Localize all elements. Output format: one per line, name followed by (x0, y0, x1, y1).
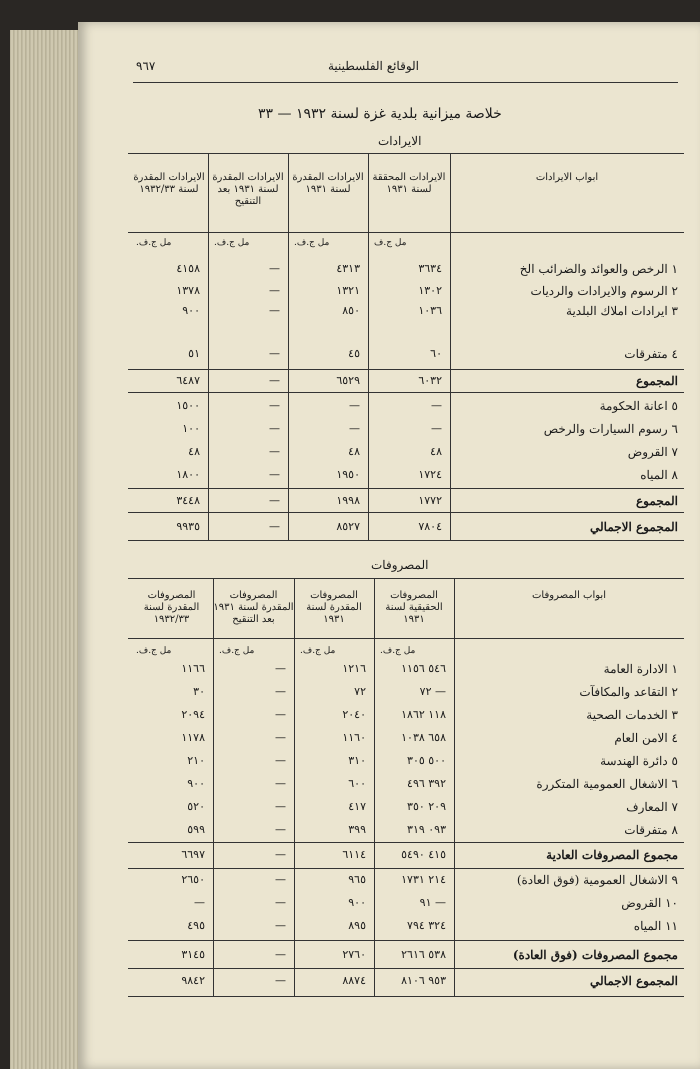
cell-value: — ٩١ (419, 896, 446, 909)
revenue-top-rule (128, 153, 684, 154)
cell-value: — (349, 399, 360, 412)
cell-value: — (269, 284, 280, 297)
cell-value: — (275, 754, 286, 767)
cell-value: ٦٤٨٧ (176, 374, 200, 387)
cell-value: ٣٢٤ ٧٩٤ (407, 919, 446, 932)
cell-value: ٤١٥ ٥٤٩٠ (401, 848, 446, 861)
cell-value: ١٢١٦ (342, 662, 366, 675)
cell-value: ١٠٣٦ (418, 304, 442, 317)
cell-value: ٢٧٦٠ (342, 948, 366, 961)
unit-label: مل ج.ف. (294, 238, 330, 248)
column-header: الايرادات المقدرة لسنة ١٩٣٢/٣٣ (133, 172, 205, 195)
cell-value: ٩٩٣٥ (176, 520, 200, 533)
column-divider (208, 154, 209, 540)
column-divider (294, 578, 295, 996)
cell-value: ٣٤٤٨ (176, 494, 200, 507)
cell-value: — (275, 896, 286, 909)
cell-value: ٤٨ (188, 445, 200, 458)
cell-value: — (275, 848, 286, 861)
cell-value: ٠٩٣ ٣١٩ (407, 823, 446, 836)
cell-value: ١٨٠٠ (176, 468, 200, 481)
cell-value: ٧٨٠٤ (418, 520, 442, 533)
cell-value: — (194, 896, 205, 909)
cell-value: ٢٠٩ ٣٥٠ (407, 800, 446, 813)
row-label: ٢ التقاعد والمكافآت (579, 685, 678, 699)
cell-value: — (275, 873, 286, 886)
cell-value: — (269, 445, 280, 458)
cell-value: ٢٦٥٠ (181, 873, 205, 886)
column-header: الايرادات المقدرة لسنة ١٩٣١ بعد التنقيح (212, 172, 284, 207)
cell-value: — (269, 468, 280, 481)
column-header: الايرادات المقدرة لسنة ١٩٣١ (292, 172, 364, 195)
cell-value: ٥١ (188, 347, 200, 360)
unit-label: مل ج.ف. (300, 646, 336, 656)
header-divider (128, 232, 684, 233)
cell-value: — (269, 374, 280, 387)
cell-value: — (431, 399, 442, 412)
row-label: المجموع الاجمالي (590, 974, 678, 988)
cell-value: ٩٦٥ (348, 873, 366, 886)
book-page-edges (10, 30, 88, 1069)
cell-value: ٦٠ (430, 347, 442, 360)
cell-value: ٧٢ (354, 685, 366, 698)
row-separator (128, 868, 684, 869)
cell-value: — (431, 422, 442, 435)
cell-value: — (269, 262, 280, 275)
column-header: ابواب الايرادات (535, 172, 599, 183)
row-label: المجموع الاجمالي (590, 520, 678, 534)
cell-value: ١١٦٠ (342, 731, 366, 744)
row-label: ٧ المعارف (626, 800, 678, 814)
cell-value: ٨٥٢٧ (336, 520, 360, 533)
column-header: المصروفات المقدرة لسنة ١٩٣١ بعد التنقيح (213, 590, 294, 625)
cell-value: ٨٩٥ (348, 919, 366, 932)
row-separator (128, 578, 684, 579)
cell-value: — (269, 422, 280, 435)
row-label: ١ الادارة العامة (603, 662, 678, 676)
row-label: ٢ الرسوم والايرادات والرديات (530, 284, 678, 298)
unit-label: مل ج.ف. (214, 238, 250, 248)
cell-value: — (269, 494, 280, 507)
cell-value: ٤٩٥ (187, 919, 205, 932)
row-label: ٨ متفرقات (624, 823, 678, 837)
cell-value: — ٧٢ (419, 685, 446, 698)
cell-value: — (275, 685, 286, 698)
unit-label: مل ج.ف. (136, 646, 172, 656)
row-label: ٣ الخدمات الصحية (586, 708, 678, 722)
row-label: ١ الرخص والعوائد والضرائب الخ (519, 262, 678, 276)
row-separator (128, 842, 684, 843)
header-rule (133, 82, 678, 83)
row-label: ٥ اعانة الحكومة (599, 399, 678, 413)
cell-value: ٩٠٠ (348, 896, 366, 909)
unit-label: مل ج.ف. (219, 646, 255, 656)
page-title: خلاصة ميزانية بلدية غزة لسنة ١٩٣٢ — ٣٣ (258, 106, 502, 122)
header-divider (128, 638, 684, 639)
revenue-section-title: الايرادات (378, 134, 422, 148)
row-label: ٤ الامن العام (614, 731, 678, 745)
gazette-page (78, 22, 700, 1069)
cell-value: ٩٠٠ (187, 777, 205, 790)
row-label: ٦ رسوم السيارات والرخص (543, 422, 678, 436)
row-label: مجموع المصروفات العادية (546, 848, 678, 862)
column-header: ابواب المصروفات (532, 590, 606, 601)
cell-value: ٥٣٨ ٢٦١٦ (401, 948, 446, 961)
cell-value: ٣٩٩ (348, 823, 366, 836)
row-label: ٧ القروض (627, 445, 678, 459)
cell-value: ٤٨ (430, 445, 442, 458)
cell-value: — (275, 823, 286, 836)
row-label: ٨ المياه (640, 468, 678, 482)
cell-value: ١٠٠ (182, 422, 200, 435)
cell-value: ٦٠٠ (348, 777, 366, 790)
cell-value: ١٥٠٠ (176, 399, 200, 412)
expenses-section-title: المصروفات (371, 558, 429, 572)
cell-value: ٦٠٣٢ (418, 374, 442, 387)
unit-label: مل ج.ف. (380, 646, 416, 656)
cell-value: ٤٨ (348, 445, 360, 458)
cell-value: ٥٢٠ (187, 800, 205, 813)
cell-value: ٥٩٩ (187, 823, 205, 836)
cell-value: ٦٥٨ ١٠٣٨ (401, 731, 446, 744)
cell-value: — (275, 919, 286, 932)
row-label: ١٠ القروض (621, 896, 678, 910)
row-label: ٦ الاشغال العمومية المتكررة (536, 777, 678, 791)
cell-value: ٢١٠ (187, 754, 205, 767)
cell-value: ٣٩٢ ٤٩٦ (407, 777, 446, 790)
cell-value: ١٩٩٨ (336, 494, 360, 507)
cell-value: — (275, 948, 286, 961)
cell-value: ٣١٤٥ (181, 948, 205, 961)
column-header: المصروفات المقدرة لسنة ١٩٣٢/٣٣ (143, 590, 200, 625)
cell-value: ١٧٧٢ (418, 494, 442, 507)
cell-value: ٤٣١٣ (336, 262, 360, 275)
unit-label: مل ج.ف. (136, 238, 172, 248)
row-separator (128, 996, 684, 997)
cell-value: ٦٥٢٩ (336, 374, 360, 387)
cell-value: ١٣٧٨ (176, 284, 200, 297)
row-label: ٥ دائرة الهندسة (600, 754, 678, 768)
cell-value: ١٧٢٤ (418, 468, 442, 481)
row-separator (128, 940, 684, 941)
page-number: ٩٦٧ (136, 59, 156, 73)
cell-value: ٨٥٠ (342, 304, 360, 317)
row-separator (128, 540, 684, 541)
row-label: ٤ متفرقات (624, 347, 678, 361)
row-label: ٩ الاشغال العمومية (فوق العادة) (516, 873, 678, 887)
column-divider (288, 154, 289, 540)
cell-value: — (269, 347, 280, 360)
cell-value: — (275, 662, 286, 675)
unit-label: مل ج.ف (374, 238, 407, 248)
cell-value: ٩٥٣ ٨١٠٦ (401, 974, 446, 987)
cell-value: ٣٦٣٤ (418, 262, 442, 275)
column-divider (450, 154, 451, 540)
cell-value: ٢١٤ ١٧٣١ (401, 873, 446, 886)
cell-value: ٣١٠ (348, 754, 366, 767)
row-separator (128, 392, 684, 393)
row-label: المجموع (636, 494, 678, 508)
column-divider (374, 578, 375, 996)
column-divider (454, 578, 455, 996)
cell-value: ١٩٥٠ (336, 468, 360, 481)
journal-title: الوقائع الفلسطينية (328, 59, 420, 73)
cell-value: — (349, 422, 360, 435)
cell-value: ١١٧٨ (181, 731, 205, 744)
cell-value: ٦٦٩٧ (181, 848, 205, 861)
cell-value: ٨٨٧٤ (342, 974, 366, 987)
row-label: مجموع المصروفات (فوق العادة) (512, 948, 678, 962)
cell-value: — (269, 304, 280, 317)
cell-value: ١٣٠٢ (418, 284, 442, 297)
cell-value: ٩٠٠ (182, 304, 200, 317)
cell-value: ٦١١٤ (342, 848, 366, 861)
cell-value: ٤١٧ (348, 800, 366, 813)
cell-value: — (269, 399, 280, 412)
cell-value: ٩٨٤٢ (181, 974, 205, 987)
cell-value: ٣٠ (193, 685, 205, 698)
column-header: المصروفات المقدرة لسنة ١٩٣١ (306, 590, 362, 625)
row-separator (128, 369, 684, 370)
cell-value: ١١٦٦ (181, 662, 205, 675)
row-separator (128, 968, 684, 969)
cell-value: ٥٠٠ ٣٠٥ (407, 754, 446, 767)
cell-value: — (275, 800, 286, 813)
cell-value: ١١٨ ١٨٦٢ (401, 708, 446, 721)
row-label: المجموع (636, 374, 678, 388)
cell-value: ٥٤٦ ١١٥٦ (401, 662, 446, 675)
cell-value: — (275, 708, 286, 721)
row-label: ٣ ايرادات املاك البلدية (566, 304, 678, 318)
row-separator (128, 488, 684, 489)
cell-value: ٤١٥٨ (176, 262, 200, 275)
cell-value: ٢٠٤٠ (342, 708, 366, 721)
column-header: المصروفات الحقيقية لسنة ١٩٣١ (385, 590, 443, 625)
cell-value: — (269, 520, 280, 533)
cell-value: — (275, 974, 286, 987)
row-separator (128, 512, 684, 513)
column-divider (213, 578, 214, 996)
row-label: ١١ المياه (633, 919, 678, 933)
cell-value: ١٣٢١ (336, 284, 360, 297)
cell-value: — (275, 777, 286, 790)
cell-value: — (275, 731, 286, 744)
column-divider (368, 154, 369, 540)
column-header: الايرادات المحققة لسنة ١٩٣١ (372, 172, 446, 195)
cell-value: ٤٥ (348, 347, 360, 360)
cell-value: ٢٠٩٤ (181, 708, 205, 721)
